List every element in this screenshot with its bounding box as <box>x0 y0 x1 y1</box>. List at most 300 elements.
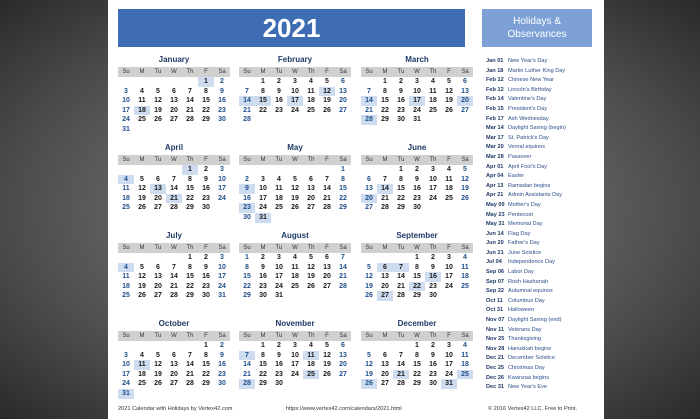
weekday-header <box>239 155 351 165</box>
day-cell: 14 <box>243 361 251 369</box>
weekday-label: F <box>447 69 451 75</box>
day-cell: 18 <box>138 370 146 378</box>
day-cell: 2 <box>204 166 208 173</box>
day-cell: 28 <box>170 204 178 212</box>
month-july <box>118 230 230 310</box>
empty-cell <box>361 253 377 263</box>
day-cell: 23 <box>397 106 405 114</box>
holiday-date: Nov 25 <box>486 336 505 343</box>
month-title: June <box>407 143 427 152</box>
day-cell: 6 <box>172 87 176 95</box>
day-cell: 20 <box>170 370 178 378</box>
day-cell: 7 <box>393 263 409 273</box>
day-cell: 22 <box>243 282 251 290</box>
day-cell: 21 <box>381 194 389 202</box>
day-cell: 10 <box>259 185 267 193</box>
day-cell: 8 <box>415 351 419 359</box>
empty-cell <box>377 253 393 263</box>
weekday-label: Th <box>186 69 194 75</box>
day-grid <box>361 77 473 125</box>
day-cell: 15 <box>339 185 347 193</box>
holiday-row <box>486 287 602 297</box>
day-cell: 26 <box>365 292 373 300</box>
day-grid <box>361 341 473 389</box>
holiday-name: Labor Day <box>508 269 534 276</box>
day-cell: 25 <box>303 370 319 380</box>
month-may <box>239 142 351 222</box>
day-cell: 27 <box>381 380 389 388</box>
holiday-date: Apr 13 <box>486 182 504 189</box>
weekday-label: Sa <box>339 333 347 339</box>
day-cell: 5 <box>367 263 371 271</box>
holiday-date: Feb 15 <box>486 105 504 112</box>
day-cell: 7 <box>188 351 192 359</box>
day-cell: 22 <box>186 194 194 202</box>
day-cell: 16 <box>429 361 437 369</box>
holiday-row <box>486 153 602 163</box>
weekday-label: F <box>204 157 208 163</box>
day-cell: 16 <box>275 97 283 105</box>
holiday-row <box>486 239 602 249</box>
day-cell: 26 <box>323 370 331 378</box>
day-cell: 6 <box>341 78 345 85</box>
day-cell: 2 <box>431 342 435 349</box>
day-cell: 20 <box>154 194 162 202</box>
holiday-date: Apr 21 <box>486 192 504 199</box>
day-cell: 21 <box>339 273 347 281</box>
day-cell: 7 <box>172 175 176 183</box>
day-cell: 19 <box>365 282 373 290</box>
weekday-label: M <box>260 333 266 339</box>
weekday-label: F <box>325 69 329 75</box>
holiday-row <box>486 134 602 144</box>
empty-cell <box>361 341 377 351</box>
day-cell: 25 <box>291 282 299 290</box>
day-cell: 9 <box>431 351 435 359</box>
day-cell: 8 <box>261 351 265 359</box>
day-cell: 22 <box>339 194 347 202</box>
day-cell: 5 <box>325 342 329 349</box>
day-cell: 10 <box>291 351 299 359</box>
day-cell: 29 <box>339 204 347 212</box>
day-cell: 2 <box>277 78 281 85</box>
holiday-date: May 09 <box>486 201 505 208</box>
day-cell: 29 <box>243 292 251 300</box>
day-cell: 27 <box>461 106 469 114</box>
holiday-date: Oct 31 <box>486 307 504 314</box>
day-cell: 24 <box>291 370 299 378</box>
holiday-row <box>486 316 602 326</box>
day-cell: 8 <box>188 175 192 183</box>
weekday-label: Sa <box>461 333 469 339</box>
day-cell: 20 <box>381 370 389 378</box>
day-cell: 22 <box>397 194 405 202</box>
day-cell: 4 <box>118 263 134 273</box>
holiday-name: Kwanzaa begins <box>508 374 550 381</box>
weekday-header <box>361 331 473 341</box>
day-cell: 19 <box>445 97 453 105</box>
day-grid <box>239 253 351 301</box>
holiday-name: Hanukkah begins <box>508 345 552 352</box>
day-cell: 17 <box>287 96 303 106</box>
day-cell: 18 <box>122 282 130 290</box>
day-cell: 12 <box>319 87 335 97</box>
weekday-label: W <box>414 245 420 251</box>
day-cell: 25 <box>275 204 283 212</box>
weekday-label: Sa <box>218 245 226 251</box>
weekday-label: F <box>447 157 451 163</box>
holiday-name: December Solstice <box>508 355 555 362</box>
holiday-row <box>486 211 602 221</box>
holiday-name: Thanksgiving <box>508 336 541 343</box>
weekday-label: Tu <box>154 333 162 339</box>
weekday-label: Th <box>186 333 194 339</box>
day-cell: 8 <box>204 87 208 95</box>
month-title: July <box>165 231 182 240</box>
month-title: February <box>277 55 313 64</box>
weekday-label: Su <box>122 157 130 163</box>
day-cell: 17 <box>122 106 130 114</box>
day-cell: 8 <box>415 263 419 271</box>
month-december <box>361 318 473 398</box>
month-april <box>118 142 230 222</box>
day-cell: 4 <box>293 254 297 261</box>
day-cell: 7 <box>341 254 345 261</box>
day-grid <box>118 165 230 213</box>
day-cell: 27 <box>323 282 331 290</box>
holiday-row <box>486 86 602 96</box>
month-title: May <box>287 143 303 152</box>
weekday-label: Sa <box>339 245 347 251</box>
day-cell: 3 <box>277 254 281 261</box>
day-cell: 13 <box>365 185 373 193</box>
empty-cell <box>287 165 303 175</box>
day-cell: 15 <box>202 97 210 105</box>
day-cell: 30 <box>202 292 210 300</box>
holiday-name: Daylight Saving (end) <box>508 317 562 324</box>
month-title: September <box>396 231 438 240</box>
day-cell: 21 <box>393 370 409 380</box>
holiday-name: Chinese New Year <box>508 77 555 84</box>
weekday-label: Sa <box>461 157 469 163</box>
day-cell: 11 <box>275 185 283 193</box>
empty-cell <box>377 341 393 351</box>
day-cell: 12 <box>138 273 146 281</box>
empty-cell <box>166 253 182 263</box>
empty-cell <box>150 77 166 87</box>
holiday-name: Easter <box>508 173 525 180</box>
holiday-name: Independence Day <box>508 259 555 266</box>
day-cell: 24 <box>413 106 421 114</box>
weekday-header <box>118 243 230 253</box>
weekday-header <box>118 67 230 77</box>
day-cell: 19 <box>138 194 146 202</box>
day-cell: 1 <box>415 342 419 349</box>
weekday-label: W <box>171 69 177 75</box>
day-cell: 27 <box>154 204 162 212</box>
month-june <box>361 142 473 222</box>
weekday-header <box>239 331 351 341</box>
day-cell: 21 <box>243 370 251 378</box>
day-cell: 26 <box>154 380 162 388</box>
holiday-name: Rosh Hashanah <box>508 278 549 285</box>
day-cell: 28 <box>243 116 251 124</box>
day-cell: 9 <box>220 351 224 359</box>
holiday-name: Halloween <box>508 307 535 314</box>
holiday-name: Vernal equinox <box>508 144 546 151</box>
day-cell: 28 <box>170 292 178 300</box>
day-cell: 5 <box>156 87 160 95</box>
day-cell: 5 <box>293 175 297 183</box>
footer-copyright: © 2016 Vertex42 LLC. Free to Print. <box>488 406 578 412</box>
day-cell: 13 <box>150 184 166 194</box>
weekday-header <box>239 67 351 77</box>
day-cell: 14 <box>361 96 377 106</box>
day-cell: 10 <box>445 351 453 359</box>
day-cell: 26 <box>154 116 162 124</box>
weekday-label: M <box>139 157 145 163</box>
footer-url[interactable]: https://www.vertex42.com/calendars/2021.html <box>286 406 402 412</box>
day-cell: 4 <box>463 254 467 261</box>
day-cell: 12 <box>154 361 162 369</box>
weekday-label: Sa <box>218 333 226 339</box>
month-february <box>239 54 351 134</box>
month-august <box>239 230 351 310</box>
day-cell: 7 <box>325 175 329 183</box>
day-cell: 3 <box>124 87 128 95</box>
day-cell: 23 <box>275 106 283 114</box>
day-cell: 4 <box>447 166 451 173</box>
day-cell: 1 <box>245 254 249 261</box>
day-cell: 3 <box>447 342 451 349</box>
weekday-label: Tu <box>154 69 162 75</box>
day-cell: 21 <box>365 106 373 114</box>
day-cell: 18 <box>275 194 283 202</box>
weekday-label: Tu <box>275 69 283 75</box>
day-cell: 25 <box>122 292 130 300</box>
holiday-row <box>486 163 602 173</box>
day-cell: 1 <box>261 78 265 85</box>
day-cell: 19 <box>307 273 315 281</box>
day-cell: 9 <box>220 87 224 95</box>
day-cell: 5 <box>447 78 451 85</box>
day-cell: 28 <box>239 379 255 389</box>
day-cell: 25 <box>457 370 473 380</box>
holiday-name: Ramadan begins <box>508 182 551 189</box>
day-cell: 29 <box>259 380 267 388</box>
day-cell: 1 <box>188 254 192 261</box>
weekday-label: W <box>414 69 420 75</box>
calendar-page <box>108 0 604 419</box>
day-cell: 15 <box>186 273 194 281</box>
day-cell: 13 <box>154 273 162 281</box>
empty-cell <box>150 165 166 175</box>
day-cell: 15 <box>243 273 251 281</box>
month-title: March <box>405 55 429 64</box>
day-cell: 25 <box>445 194 453 202</box>
day-cell: 20 <box>307 194 315 202</box>
weekday-label: Tu <box>397 333 405 339</box>
year-banner: 2021 <box>118 9 465 47</box>
holiday-name: Flag Day <box>508 230 531 237</box>
day-cell: 19 <box>323 97 331 105</box>
day-cell: 9 <box>261 263 265 271</box>
holiday-name: Passover <box>508 153 532 160</box>
day-cell: 29 <box>202 380 210 388</box>
weekday-label: Sa <box>339 69 347 75</box>
weekday-label: M <box>139 69 145 75</box>
day-cell: 27 <box>307 204 315 212</box>
weekday-label: F <box>447 333 451 339</box>
footer-left: 2021 Calendar with Holidays by Vertex42.com <box>118 406 233 412</box>
holiday-date: Sep 22 <box>486 288 505 295</box>
day-cell: 13 <box>381 273 389 281</box>
empty-cell <box>255 165 271 175</box>
holiday-name: Mother's Day <box>508 201 541 208</box>
holiday-row <box>486 297 602 307</box>
day-cell: 18 <box>461 361 469 369</box>
holiday-date: Nov 28 <box>486 345 505 352</box>
day-cell: 24 <box>218 194 226 202</box>
day-cell: 6 <box>172 351 176 359</box>
day-grid <box>361 253 473 301</box>
day-cell: 6 <box>309 175 313 183</box>
day-cell: 9 <box>204 263 208 271</box>
holiday-date: Sep 07 <box>486 278 505 285</box>
day-grid <box>239 341 351 389</box>
weekday-label: Su <box>243 69 251 75</box>
day-cell: 22 <box>409 282 425 292</box>
day-cell: 26 <box>323 106 331 114</box>
weekday-label: Th <box>307 245 315 251</box>
day-cell: 28 <box>323 204 331 212</box>
holiday-name: June Solstice <box>508 249 542 256</box>
holiday-date: Feb 12 <box>486 77 504 84</box>
day-cell: 16 <box>275 361 283 369</box>
day-cell: 4 <box>309 342 313 349</box>
day-cell: 21 <box>170 282 178 290</box>
holiday-row <box>486 374 602 384</box>
empty-cell <box>118 341 134 351</box>
day-cell: 28 <box>186 116 194 124</box>
day-cell: 11 <box>461 351 469 359</box>
holiday-row <box>486 335 602 345</box>
day-grid <box>361 165 473 213</box>
day-cell: 12 <box>445 87 453 95</box>
day-cell: 2 <box>220 78 224 85</box>
weekday-label: Sa <box>218 69 226 75</box>
day-cell: 12 <box>461 175 469 183</box>
day-cell: 31 <box>118 389 134 399</box>
day-cell: 28 <box>397 292 405 300</box>
day-cell: 25 <box>122 204 130 212</box>
day-cell: 29 <box>381 116 389 124</box>
weekday-label: M <box>382 69 388 75</box>
holiday-date: Nov 07 <box>486 317 505 324</box>
day-cell: 1 <box>198 77 214 87</box>
weekday-header <box>118 331 230 341</box>
day-cell: 17 <box>218 185 226 193</box>
day-cell: 20 <box>381 282 389 290</box>
day-cell: 19 <box>154 370 162 378</box>
weekday-label: F <box>204 69 208 75</box>
day-cell: 21 <box>397 282 405 290</box>
weekday-label: Sa <box>461 245 469 251</box>
day-cell: 1 <box>415 254 419 261</box>
day-cell: 23 <box>202 282 210 290</box>
day-cell: 30 <box>218 380 226 388</box>
day-cell: 20 <box>361 194 377 204</box>
month-title: December <box>397 319 437 328</box>
day-cell: 10 <box>218 263 226 271</box>
weekday-label: Su <box>122 69 130 75</box>
holiday-row <box>486 182 602 192</box>
day-cell: 28 <box>361 115 377 125</box>
day-cell: 21 <box>323 194 331 202</box>
day-cell: 27 <box>170 380 178 388</box>
holiday-row <box>486 230 602 240</box>
weekday-label: Th <box>307 333 315 339</box>
empty-cell <box>182 341 198 351</box>
holiday-date: Feb 12 <box>486 86 504 93</box>
weekday-label: Su <box>365 333 373 339</box>
holiday-name: President's Day <box>508 105 547 112</box>
day-cell: 11 <box>461 263 469 271</box>
weekday-label: M <box>260 69 266 75</box>
holiday-row <box>486 115 602 125</box>
day-cell: 6 <box>341 342 345 349</box>
day-cell: 23 <box>218 106 226 114</box>
day-cell: 17 <box>445 361 453 369</box>
month-october <box>118 318 230 398</box>
weekday-label: Su <box>122 333 130 339</box>
holiday-date: Sep 06 <box>486 269 505 276</box>
day-cell: 11 <box>307 87 315 95</box>
weekday-label: W <box>171 157 177 163</box>
day-cell: 16 <box>259 273 267 281</box>
day-cell: 7 <box>399 351 403 359</box>
day-cell: 6 <box>156 175 160 183</box>
day-cell: 14 <box>323 185 331 193</box>
day-cell: 19 <box>365 370 373 378</box>
weekday-label: Tu <box>154 157 162 163</box>
day-cell: 23 <box>259 282 267 290</box>
day-cell: 10 <box>122 97 130 105</box>
day-cell: 3 <box>220 166 224 173</box>
weekday-label: W <box>414 157 420 163</box>
day-cell: 5 <box>140 175 144 183</box>
day-cell: 12 <box>323 351 331 359</box>
day-cell: 22 <box>413 370 421 378</box>
day-cell: 16 <box>202 185 210 193</box>
day-cell: 5 <box>140 263 144 271</box>
day-cell: 23 <box>429 370 437 378</box>
day-cell: 7 <box>239 351 255 361</box>
holiday-row <box>486 124 602 134</box>
day-cell: 19 <box>323 361 331 369</box>
day-cell: 27 <box>339 370 347 378</box>
day-cell: 18 <box>445 185 453 193</box>
day-cell: 9 <box>239 184 255 194</box>
empty-cell <box>393 253 409 263</box>
empty-cell <box>393 341 409 351</box>
day-cell: 30 <box>429 292 437 300</box>
day-cell: 26 <box>138 292 146 300</box>
day-cell: 17 <box>409 96 425 106</box>
day-cell: 31 <box>441 379 457 389</box>
day-cell: 10 <box>275 263 283 271</box>
day-cell: 28 <box>186 380 194 388</box>
